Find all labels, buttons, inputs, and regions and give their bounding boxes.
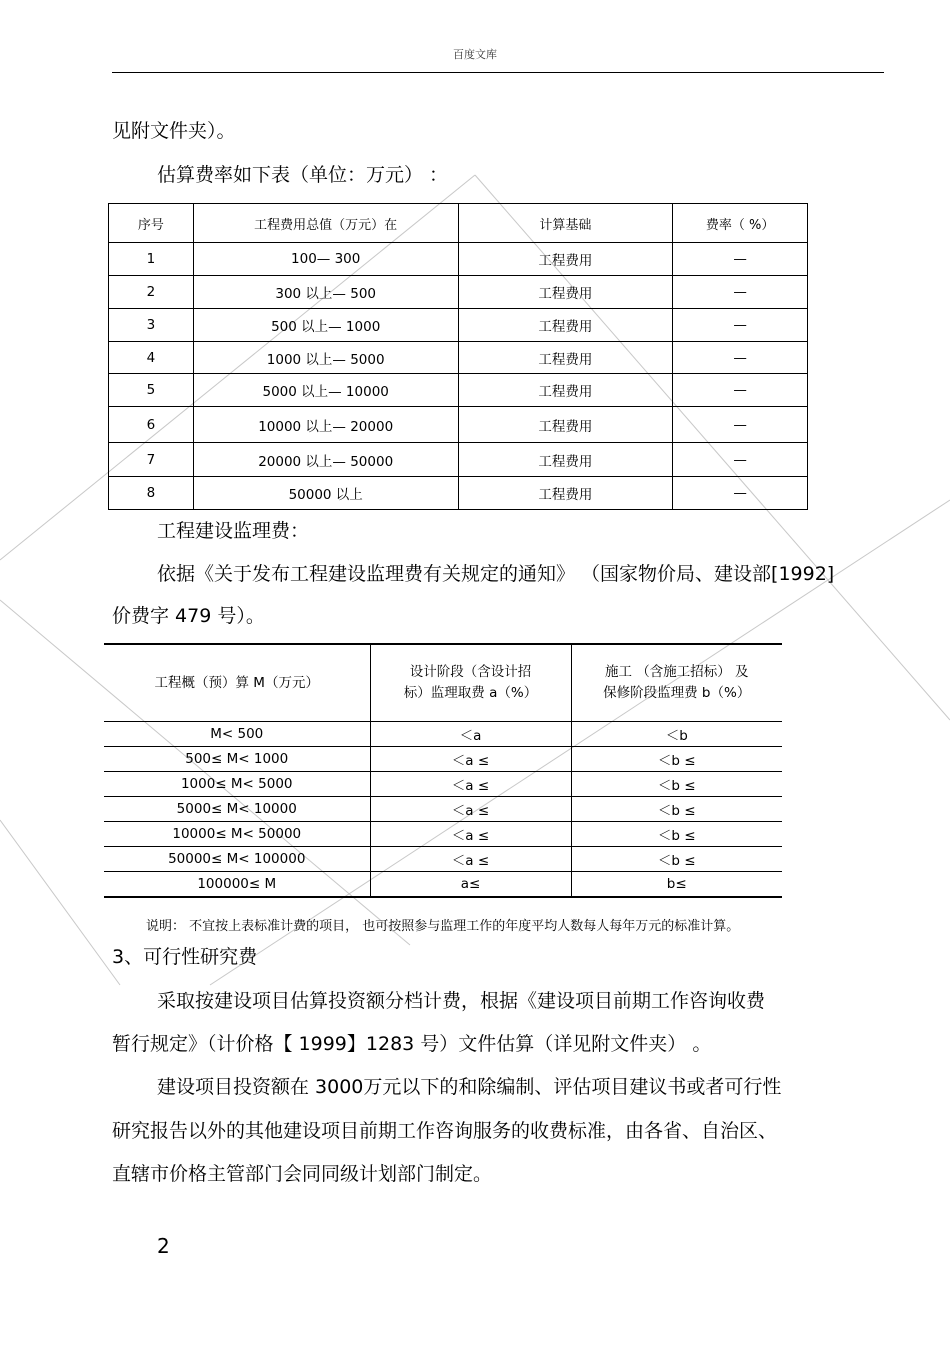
table-cell: 2 <box>109 276 194 309</box>
table-cell: ＜b <box>571 722 782 747</box>
header-line: 设计阶段（含设计招 <box>409 664 532 680</box>
column-header-construction-fee <box>571 644 782 722</box>
table-cell: 5 <box>109 374 194 407</box>
column-header-basis: 计算基础 <box>458 204 673 243</box>
table-cell: b≤ <box>571 872 782 898</box>
table-cell: 工程费用 <box>458 374 673 407</box>
table-cell: 工程费用 <box>458 407 673 443</box>
table-cell: 1 <box>109 243 194 276</box>
table-cell: 4 <box>109 342 194 374</box>
table-cell: 3 <box>109 309 194 342</box>
header-line: 保修阶段监理费 b（%） <box>603 685 751 701</box>
paragraph-feasibility-5: 直辖市价格主管部门会同同级计划部门制定。 <box>112 1163 493 1185</box>
header-line: 施工 （含施工招标） 及 <box>604 664 749 680</box>
table-row <box>104 747 782 772</box>
paragraph-supervision-basis: 依据《关于发布工程建设监理费有关规定的通知》 （国家物价局、建设部[1992] <box>157 563 835 585</box>
table-cell: ＜a ≤ <box>370 797 571 822</box>
table-cell: ＜a <box>370 722 571 747</box>
column-header-index: 序号 <box>109 204 194 243</box>
header-line: 标）监理取费 a（%） <box>403 685 538 701</box>
table-cell: — <box>673 443 808 477</box>
table-cell: 工程费用 <box>458 276 673 309</box>
column-header-total: 工程费用总值（万元）在 <box>193 204 458 243</box>
table-row <box>109 407 808 443</box>
column-header-rate: 费率（ %） <box>673 204 808 243</box>
table-cell: ＜a ≤ <box>370 772 571 797</box>
table-cell: ＜b ≤ <box>571 772 782 797</box>
table-cell: — <box>673 342 808 374</box>
table-row <box>109 243 808 276</box>
table-cell: 500 以上— 1000 <box>193 309 458 342</box>
table-cell: 工程费用 <box>458 443 673 477</box>
table-row <box>109 443 808 477</box>
section-heading-feasibility: 3、可行性研究费 <box>112 946 258 968</box>
table-cell: ＜b ≤ <box>571 847 782 872</box>
table-row <box>109 342 808 374</box>
page-header: 百度文库 <box>453 48 497 61</box>
table-cell: ＜a ≤ <box>370 747 571 772</box>
table-row <box>104 822 782 847</box>
table-cell: ＜b ≤ <box>571 747 782 772</box>
table-cell: — <box>673 477 808 510</box>
table-cell: 20000 以上— 50000 <box>193 443 458 477</box>
table-header-row <box>104 644 782 722</box>
table-cell: 500≤ M< 1000 <box>104 747 370 772</box>
table-row <box>109 374 808 407</box>
table-cell: M< 500 <box>104 722 370 747</box>
paragraph-supervision-title: 工程建设监理费： <box>157 520 310 542</box>
table-header-row <box>109 204 808 243</box>
table-cell: 工程费用 <box>458 309 673 342</box>
table-row <box>104 722 782 747</box>
table-cell: 300 以上— 500 <box>193 276 458 309</box>
table-cell: ＜a ≤ <box>370 822 571 847</box>
table-cell: 工程费用 <box>458 243 673 276</box>
table-cell: a≤ <box>370 872 571 898</box>
table-cell: 5000≤ M< 10000 <box>104 797 370 822</box>
table-cell: 5000 以上— 10000 <box>193 374 458 407</box>
table-cell: — <box>673 243 808 276</box>
page-number: 2 <box>157 1234 170 1258</box>
supervision-fee-table <box>104 643 782 898</box>
paragraph-feasibility-1: 采取按建设项目估算投资额分档计费，根据《建设项目前期工作咨询收费 <box>157 990 766 1012</box>
paragraph-feasibility-4: 研究报告以外的其他建设项目前期工作咨询服务的收费标准，由各省、自治区、 <box>112 1120 778 1142</box>
table-cell: ＜b ≤ <box>571 822 782 847</box>
table-cell: 1000 以上— 5000 <box>193 342 458 374</box>
table-cell: 7 <box>109 443 194 477</box>
table-cell: 50000 以上 <box>193 477 458 510</box>
paragraph-attachment-ref: 见附文件夹）。 <box>112 120 236 142</box>
table-row <box>104 772 782 797</box>
column-header-design-fee <box>370 644 571 722</box>
table-row <box>104 797 782 822</box>
table-cell: 6 <box>109 407 194 443</box>
table-note: 说明： 不宜按上表标准计费的项目， 也可按照参与监理工作的年度平均人数每人每年万元的标准计算。 <box>146 919 740 934</box>
paragraph-feasibility-3: 建设项目投资额在 3000万元以下的和除编制、评估项目建议书或者可行性 <box>157 1076 782 1098</box>
table-cell: — <box>673 276 808 309</box>
column-header-budget: 工程概（预）算 M（万元） <box>104 644 370 722</box>
table-cell: 10000≤ M< 50000 <box>104 822 370 847</box>
table-cell: 100— 300 <box>193 243 458 276</box>
table-row <box>109 477 808 510</box>
header-divider <box>112 72 884 73</box>
table-row <box>104 872 782 898</box>
table-cell: 10000 以上— 20000 <box>193 407 458 443</box>
table-cell: ＜b ≤ <box>571 797 782 822</box>
table-cell: — <box>673 374 808 407</box>
fee-rate-table <box>108 203 808 510</box>
table-cell: 1000≤ M< 5000 <box>104 772 370 797</box>
table-cell: — <box>673 309 808 342</box>
table-row <box>104 847 782 872</box>
table-cell: 100000≤ M <box>104 872 370 898</box>
table-cell: 8 <box>109 477 194 510</box>
table-cell: 50000≤ M< 100000 <box>104 847 370 872</box>
table-cell: ＜a ≤ <box>370 847 571 872</box>
table-cell: 工程费用 <box>458 342 673 374</box>
table-cell: 工程费用 <box>458 477 673 510</box>
paragraph-rate-intro: 估算费率如下表（单位：万元） ： <box>157 164 449 186</box>
table-row <box>109 309 808 342</box>
paragraph-feasibility-2: 暂行规定》（计价格【 1999】1283 号）文件估算（详见附文件夹） 。 <box>112 1033 712 1055</box>
table-row <box>109 276 808 309</box>
paragraph-supervision-doc: 价费字 479 号）。 <box>112 605 265 627</box>
table-cell: — <box>673 407 808 443</box>
